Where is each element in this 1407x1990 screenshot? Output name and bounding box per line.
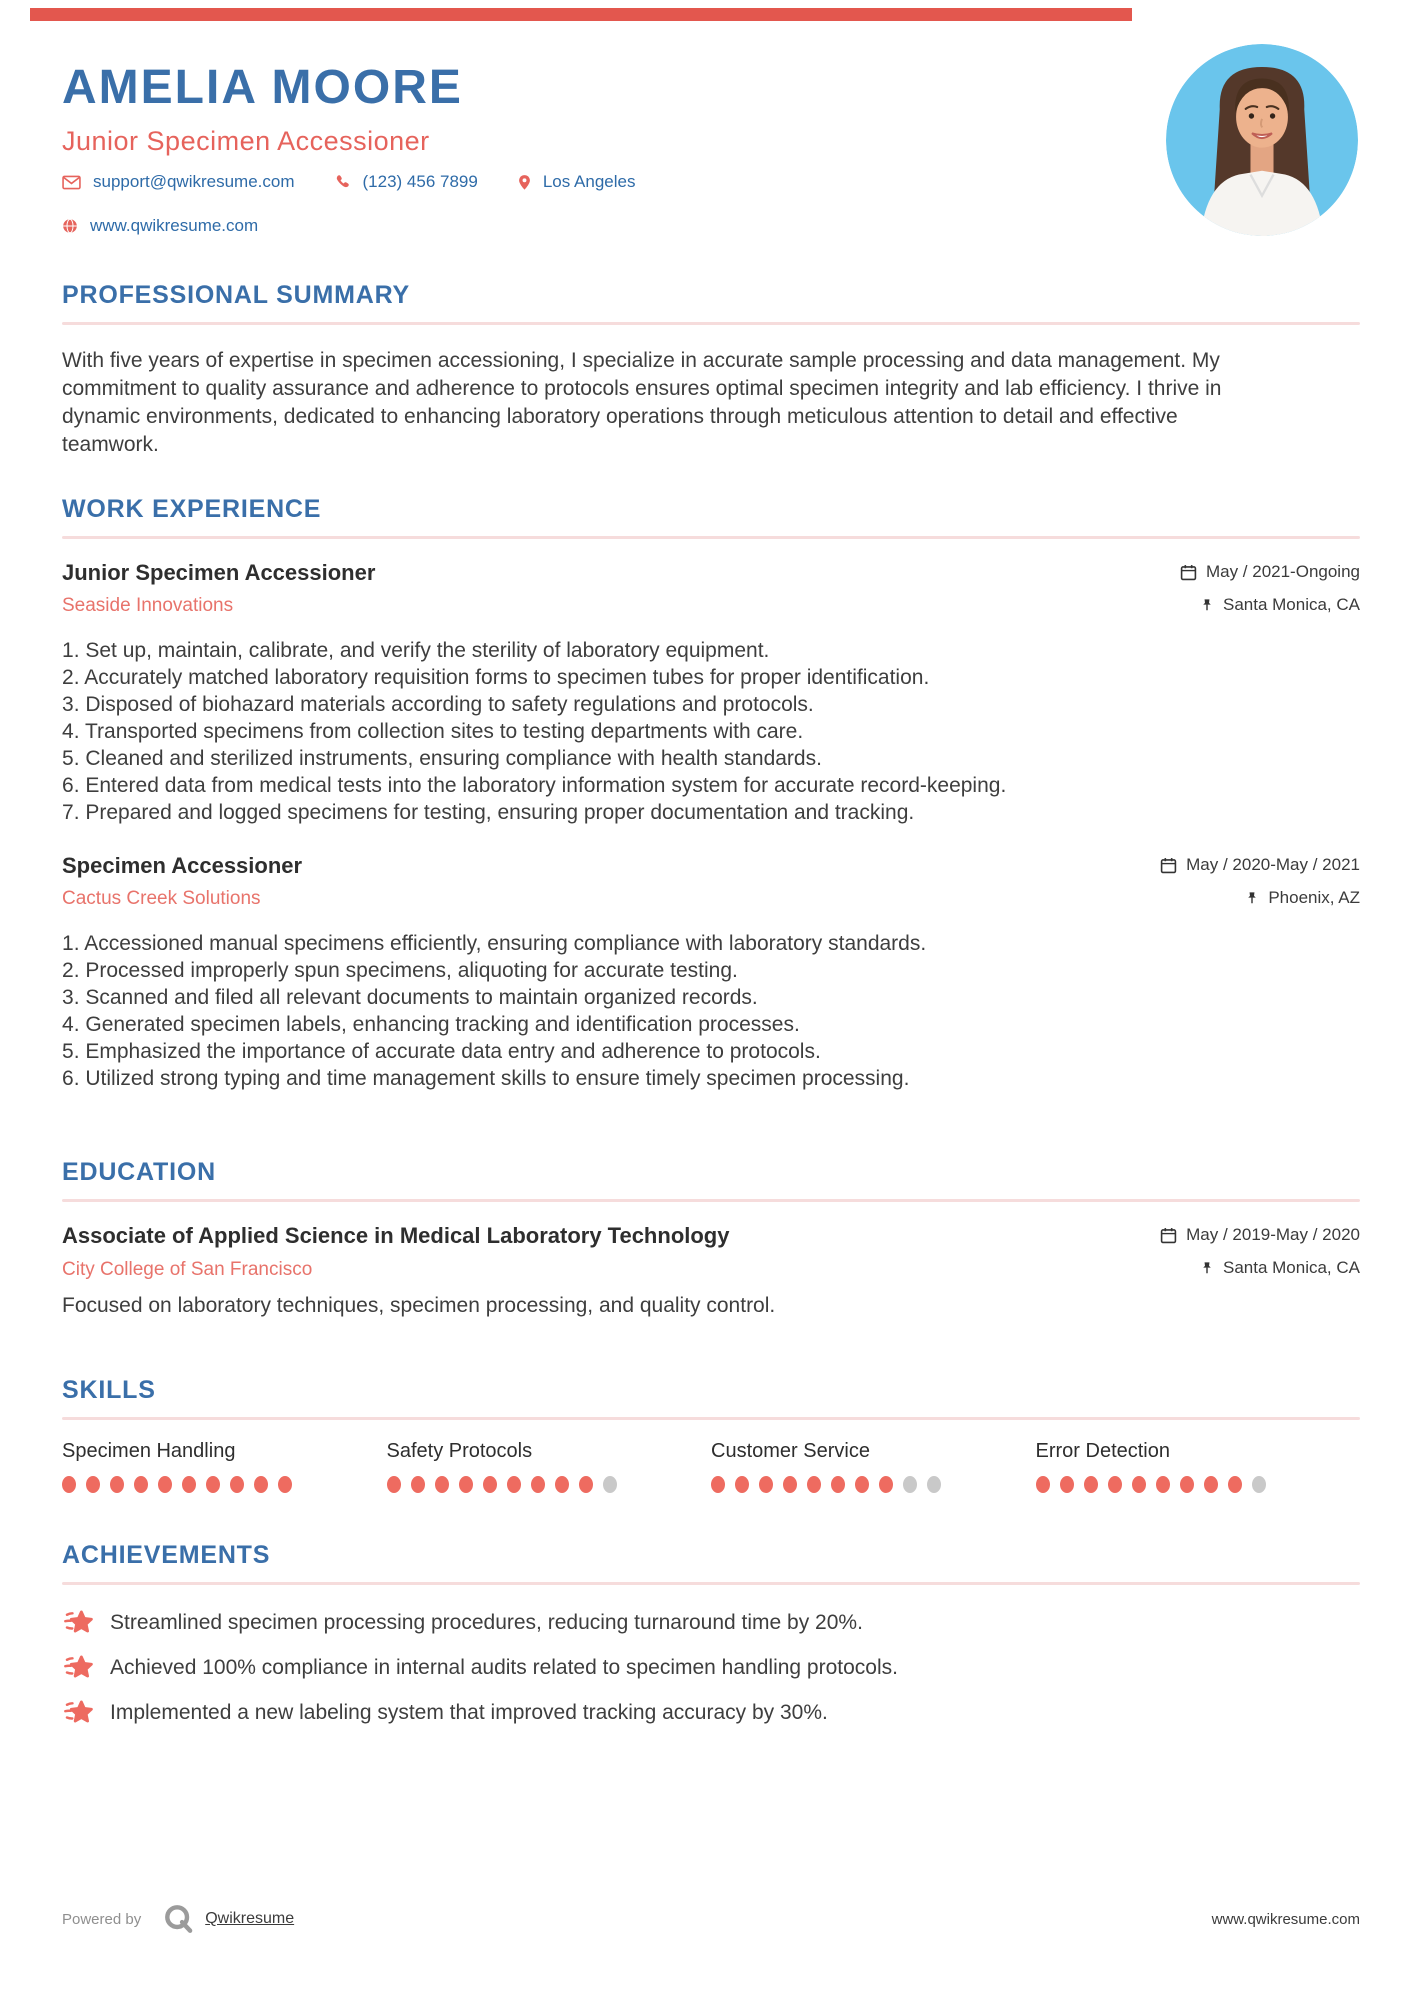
section-heading: ACHIEVEMENTS: [62, 1541, 271, 1569]
skill-dot: [182, 1476, 196, 1493]
pushpin-icon: [1245, 891, 1259, 905]
skill-dot: [603, 1476, 617, 1493]
skill-item: [387, 1440, 712, 1493]
profile-photo: [1166, 44, 1358, 236]
skill-dot: [759, 1476, 773, 1493]
section-achievements: [62, 1543, 1360, 1742]
skill-dot: [483, 1476, 497, 1493]
job-headline: Junior Specimen Accessioner: [62, 126, 430, 156]
skill-dot: [1252, 1476, 1266, 1493]
job-bullet: Scanned and filed all relevant documents to maintain organized records.: [85, 986, 758, 1010]
skill-dot: [411, 1476, 425, 1493]
job-title: Junior Specimen Accessioner: [62, 560, 376, 585]
skill-dot: [254, 1476, 268, 1493]
job-bullet: Disposed of biohazard materials according to safety regulations and protocols.: [85, 693, 814, 717]
job-bullet: Accessioned manual specimens efficiently, ensuring compliance with laboratory standards.: [84, 932, 927, 956]
globe-icon: [62, 218, 78, 234]
skill-dot: [158, 1476, 172, 1493]
contact-row: [62, 216, 258, 236]
job-bullet: Set up, maintain, calibrate, and verify the sterility of laboratory equipment.: [85, 639, 770, 663]
website-link[interactable]: www.qwikresume.com: [90, 216, 259, 235]
section-divider: [62, 1417, 1360, 1420]
job-bullet-list: [62, 637, 1360, 826]
skill-dot: [86, 1476, 100, 1493]
calendar-icon: [1160, 857, 1177, 874]
skill-dot: [531, 1476, 545, 1493]
skill-rating: [1036, 1476, 1361, 1493]
contact-website: [62, 216, 258, 236]
job-bullet: Prepared and logged specimens for testing, ensuring proper documentation and tracking.: [85, 801, 915, 825]
achievement-text: Implemented a new labeling system that improved tracking accuracy by 30%.: [110, 1700, 828, 1724]
achievement-item: [62, 1652, 1360, 1683]
skill-dot: [879, 1476, 893, 1493]
contact-row: [62, 172, 635, 192]
skill-dot: [206, 1476, 220, 1493]
section-education: [62, 1160, 1360, 1318]
section-divider: [62, 536, 1360, 539]
contact-phone: [335, 172, 478, 192]
degree-title: Associate of Applied Science in Medical Laboratory Technology: [62, 1223, 730, 1248]
skill-dot: [459, 1476, 473, 1493]
job-entry: [62, 854, 1360, 1092]
skill-item: [711, 1440, 1036, 1493]
job-location: Phoenix, AZ: [1160, 887, 1360, 909]
skill-dot: [1156, 1476, 1170, 1493]
skill-dot: [278, 1476, 292, 1493]
education-description: Focused on laboratory techniques, specimen processing, and quality control.: [62, 1294, 776, 1318]
job-bullet-list: [62, 930, 1360, 1092]
skill-dot: [903, 1476, 917, 1493]
skill-dot: [1036, 1476, 1050, 1493]
skill-dot: [507, 1476, 521, 1493]
pushpin-icon: [1200, 1261, 1214, 1275]
skill-dot: [555, 1476, 569, 1493]
section-summary: [62, 283, 1360, 459]
education-dates: May / 2019-May / 2020: [1160, 1224, 1360, 1246]
star-badge-icon: [62, 1608, 93, 1637]
section-divider: [62, 1582, 1360, 1585]
job-title: Specimen Accessioner: [62, 853, 303, 879]
job-entry: [62, 561, 1360, 826]
skill-dot: [807, 1476, 821, 1493]
skill-rating: [387, 1476, 712, 1493]
skill-dot: [435, 1476, 449, 1493]
skill-dot: [62, 1476, 76, 1493]
section-heading: SKILLS: [62, 1376, 156, 1404]
achievement-text: Achieved 100% compliance in internal audits related to specimen handling protocols.: [110, 1655, 898, 1679]
skill-dot: [711, 1476, 725, 1493]
skill-item: [62, 1440, 387, 1493]
footer-brand-link[interactable]: Qwikresume: [205, 1910, 295, 1927]
school-name: City College of San Francisco: [62, 1259, 313, 1281]
contact-email: [62, 172, 295, 192]
skill-name: Specimen Handling: [62, 1440, 236, 1462]
skill-dot: [1060, 1476, 1074, 1493]
contact-location: [518, 172, 636, 192]
summary-text: With five years of expertise in specimen accessioning, I specialize in accurate sample processing and data management. My commitment to quality assurance and adherence to protocols ensures optimal specimen integrity and lab efficiency. I thrive in dynamic environments, dedicated to enhancing laboratory operations through meticulous attention to detail and effective teamwork.: [62, 349, 1222, 456]
job-bullet: Processed improperly spun specimens, aliquoting for accurate testing.: [85, 959, 738, 983]
star-badge-icon: [62, 1653, 93, 1682]
job-bullet: Emphasized the importance of accurate data entry and adherence to protocols.: [85, 1040, 821, 1064]
skill-dot: [1132, 1476, 1146, 1493]
skill-dot: [579, 1476, 593, 1493]
job-bullet: Utilized strong typing and time management skills to ensure timely specimen processing.: [85, 1067, 910, 1091]
skill-name: Safety Protocols: [386, 1440, 533, 1462]
calendar-icon: [1160, 1227, 1177, 1244]
location-pin-icon: [518, 174, 531, 191]
achievement-item: [62, 1697, 1360, 1728]
education-location: Santa Monica, CA: [1160, 1257, 1360, 1279]
skill-dot: [855, 1476, 869, 1493]
powered-by-label: Powered by: [62, 1910, 142, 1928]
skill-dot: [1084, 1476, 1098, 1493]
skill-item: [1036, 1440, 1361, 1493]
section-heading: PROFESSIONAL SUMMARY: [62, 281, 410, 309]
job-company: Cactus Creek Solutions: [62, 888, 261, 910]
star-badge-icon: [62, 1698, 93, 1727]
job-dates: May / 2021-Ongoing: [1180, 561, 1360, 583]
pushpin-icon: [1200, 598, 1214, 612]
person-name: AMELIA MOORE: [62, 61, 463, 114]
achievement-text: Streamlined specimen processing procedures, reducing turnaround time by 20%.: [110, 1610, 863, 1634]
skill-dot: [1228, 1476, 1242, 1493]
skill-dot: [134, 1476, 148, 1493]
skill-dot: [831, 1476, 845, 1493]
calendar-icon: [1180, 564, 1197, 581]
job-location: Santa Monica, CA: [1180, 594, 1360, 616]
page-footer: [62, 1903, 1360, 1935]
qwikresume-logo-icon: [163, 1903, 195, 1935]
job-bullet: Transported specimens from collection sites to testing departments with care.: [84, 720, 804, 744]
job-company: Seaside Innovations: [62, 595, 234, 617]
skill-rating: [62, 1476, 387, 1493]
job-bullet: Entered data from medical tests into the laboratory information system for accurate record-keeping.: [85, 774, 1007, 798]
skill-dot: [230, 1476, 244, 1493]
job-dates: May / 2020-May / 2021: [1160, 854, 1360, 876]
skill-dot: [783, 1476, 797, 1493]
job-bullet: Accurately matched laboratory requisition forms to specimen tubes for proper identification.: [84, 666, 930, 690]
skill-dot: [1180, 1476, 1194, 1493]
skill-dot: [1204, 1476, 1218, 1493]
skill-rating: [711, 1476, 1036, 1493]
skill-name: Error Detection: [1035, 1440, 1170, 1462]
skill-dot: [110, 1476, 124, 1493]
skill-dot: [1108, 1476, 1122, 1493]
job-bullet: Cleaned and sterilized instruments, ensuring compliance with health standards.: [85, 747, 822, 771]
skill-dot: [387, 1476, 401, 1493]
section-heading: EDUCATION: [62, 1158, 216, 1186]
section-divider: [62, 1199, 1360, 1202]
envelope-icon: [62, 175, 81, 190]
email-link[interactable]: support@qwikresume.com: [93, 172, 295, 191]
footer-website-link[interactable]: www.qwikresume.com: [1211, 1910, 1360, 1928]
skill-name: Customer Service: [711, 1440, 870, 1462]
achievement-item: [62, 1607, 1360, 1638]
job-bullet: Generated specimen labels, enhancing tracking and identification processes.: [85, 1013, 800, 1037]
section-heading: WORK EXPERIENCE: [62, 495, 322, 523]
phone-icon: [335, 174, 351, 190]
section-divider: [62, 322, 1360, 325]
top-accent-bar: [30, 8, 1132, 21]
skill-dot: [735, 1476, 749, 1493]
skill-dot: [927, 1476, 941, 1493]
location-text: Los Angeles: [542, 172, 636, 191]
section-experience: [62, 497, 1360, 1092]
section-skills: [62, 1378, 1360, 1493]
phone-number: (123) 456 7899: [362, 172, 478, 191]
